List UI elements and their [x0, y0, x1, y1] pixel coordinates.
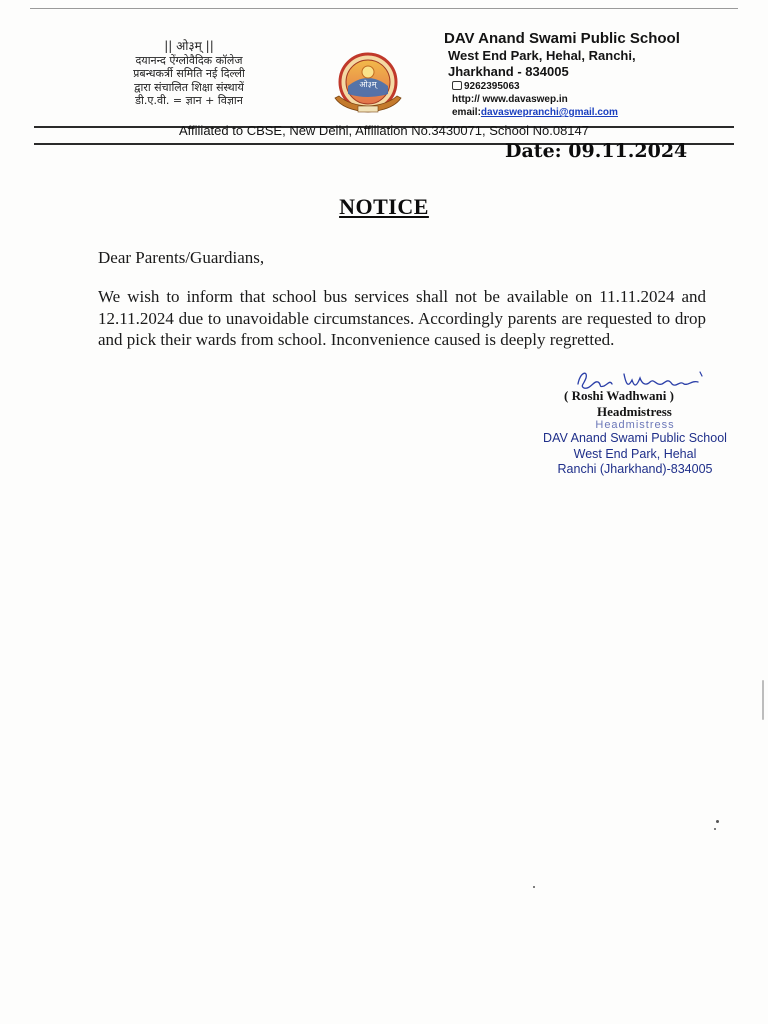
notice-salutation: Dear Parents/Guardians, — [98, 248, 265, 267]
email-label: email: — [452, 107, 481, 118]
signatory-title: Headmistress — [597, 404, 672, 419]
scan-speck — [762, 680, 764, 720]
notice-title: NOTICE — [339, 194, 429, 219]
notice-date: Date: 09.11.2024 — [505, 140, 688, 162]
hindi-line-committee: प्रबन्धकर्त्री समिति नई दिल्ली — [133, 67, 245, 80]
school-stamp — [535, 420, 735, 478]
hindi-line-motto: डी.ए.वी. = ज्ञान + विज्ञान — [135, 94, 243, 107]
phone-icon — [452, 81, 462, 90]
school-email-link[interactable]: davaswepranchi@gmail.com — [480, 107, 618, 118]
school-name: DAV Anand Swami Public School — [444, 30, 680, 47]
school-address-line-1: West End Park, Hehal, Ranchi, — [448, 48, 636, 63]
hindi-line-managed: द्वारा संचालित शिक्षा संस्थायें — [134, 80, 244, 94]
scan-speck — [716, 820, 719, 823]
hindi-line-college: दयानन्द ऐंग्लोवैदिक कॉलेज — [135, 53, 243, 67]
svg-text:ओ३म्: ओ३म् — [359, 80, 377, 89]
stamp-line-3: West End Park, Hehal — [573, 446, 697, 461]
top-border-line — [30, 8, 738, 9]
scan-speck — [714, 828, 716, 830]
school-website[interactable]: www.davaswep.in — [482, 94, 568, 105]
dav-emblem-icon — [325, 48, 411, 120]
stamp-line-2: DAV Anand Swami Public School — [543, 431, 727, 445]
school-details — [444, 30, 744, 119]
stamp-line-1: Headmistress — [595, 420, 675, 431]
scan-speck — [533, 886, 535, 888]
notice-body: We wish to inform that school bus services shall not be available on 11.11.2024 and 12.11.2024 due to unavoidable circumstances. Accordingly parents are requested to drop and pick their wards from school. Inconvenience caused is deeply regretted. — [98, 287, 706, 349]
hindi-line-om: || ओ३म् || — [164, 39, 214, 53]
hindi-letterhead — [104, 40, 274, 108]
school-phone: 9262395063 — [464, 81, 520, 92]
website-label: http:// — [452, 94, 480, 105]
school-email-row — [444, 106, 744, 119]
stamp-line-4: Ranchi (Jharkhand)-834005 — [557, 462, 713, 476]
school-phone-row — [444, 80, 744, 93]
school-website-row — [444, 93, 744, 106]
signatory-name: ( Roshi Wadhwani ) — [564, 388, 674, 403]
school-address-line-2: Jharkhand - 834005 — [448, 64, 569, 79]
affiliation-line: Affiliated to CBSE, New Delhi, Affiliation No.3430071, School No.08147 — [179, 123, 589, 138]
